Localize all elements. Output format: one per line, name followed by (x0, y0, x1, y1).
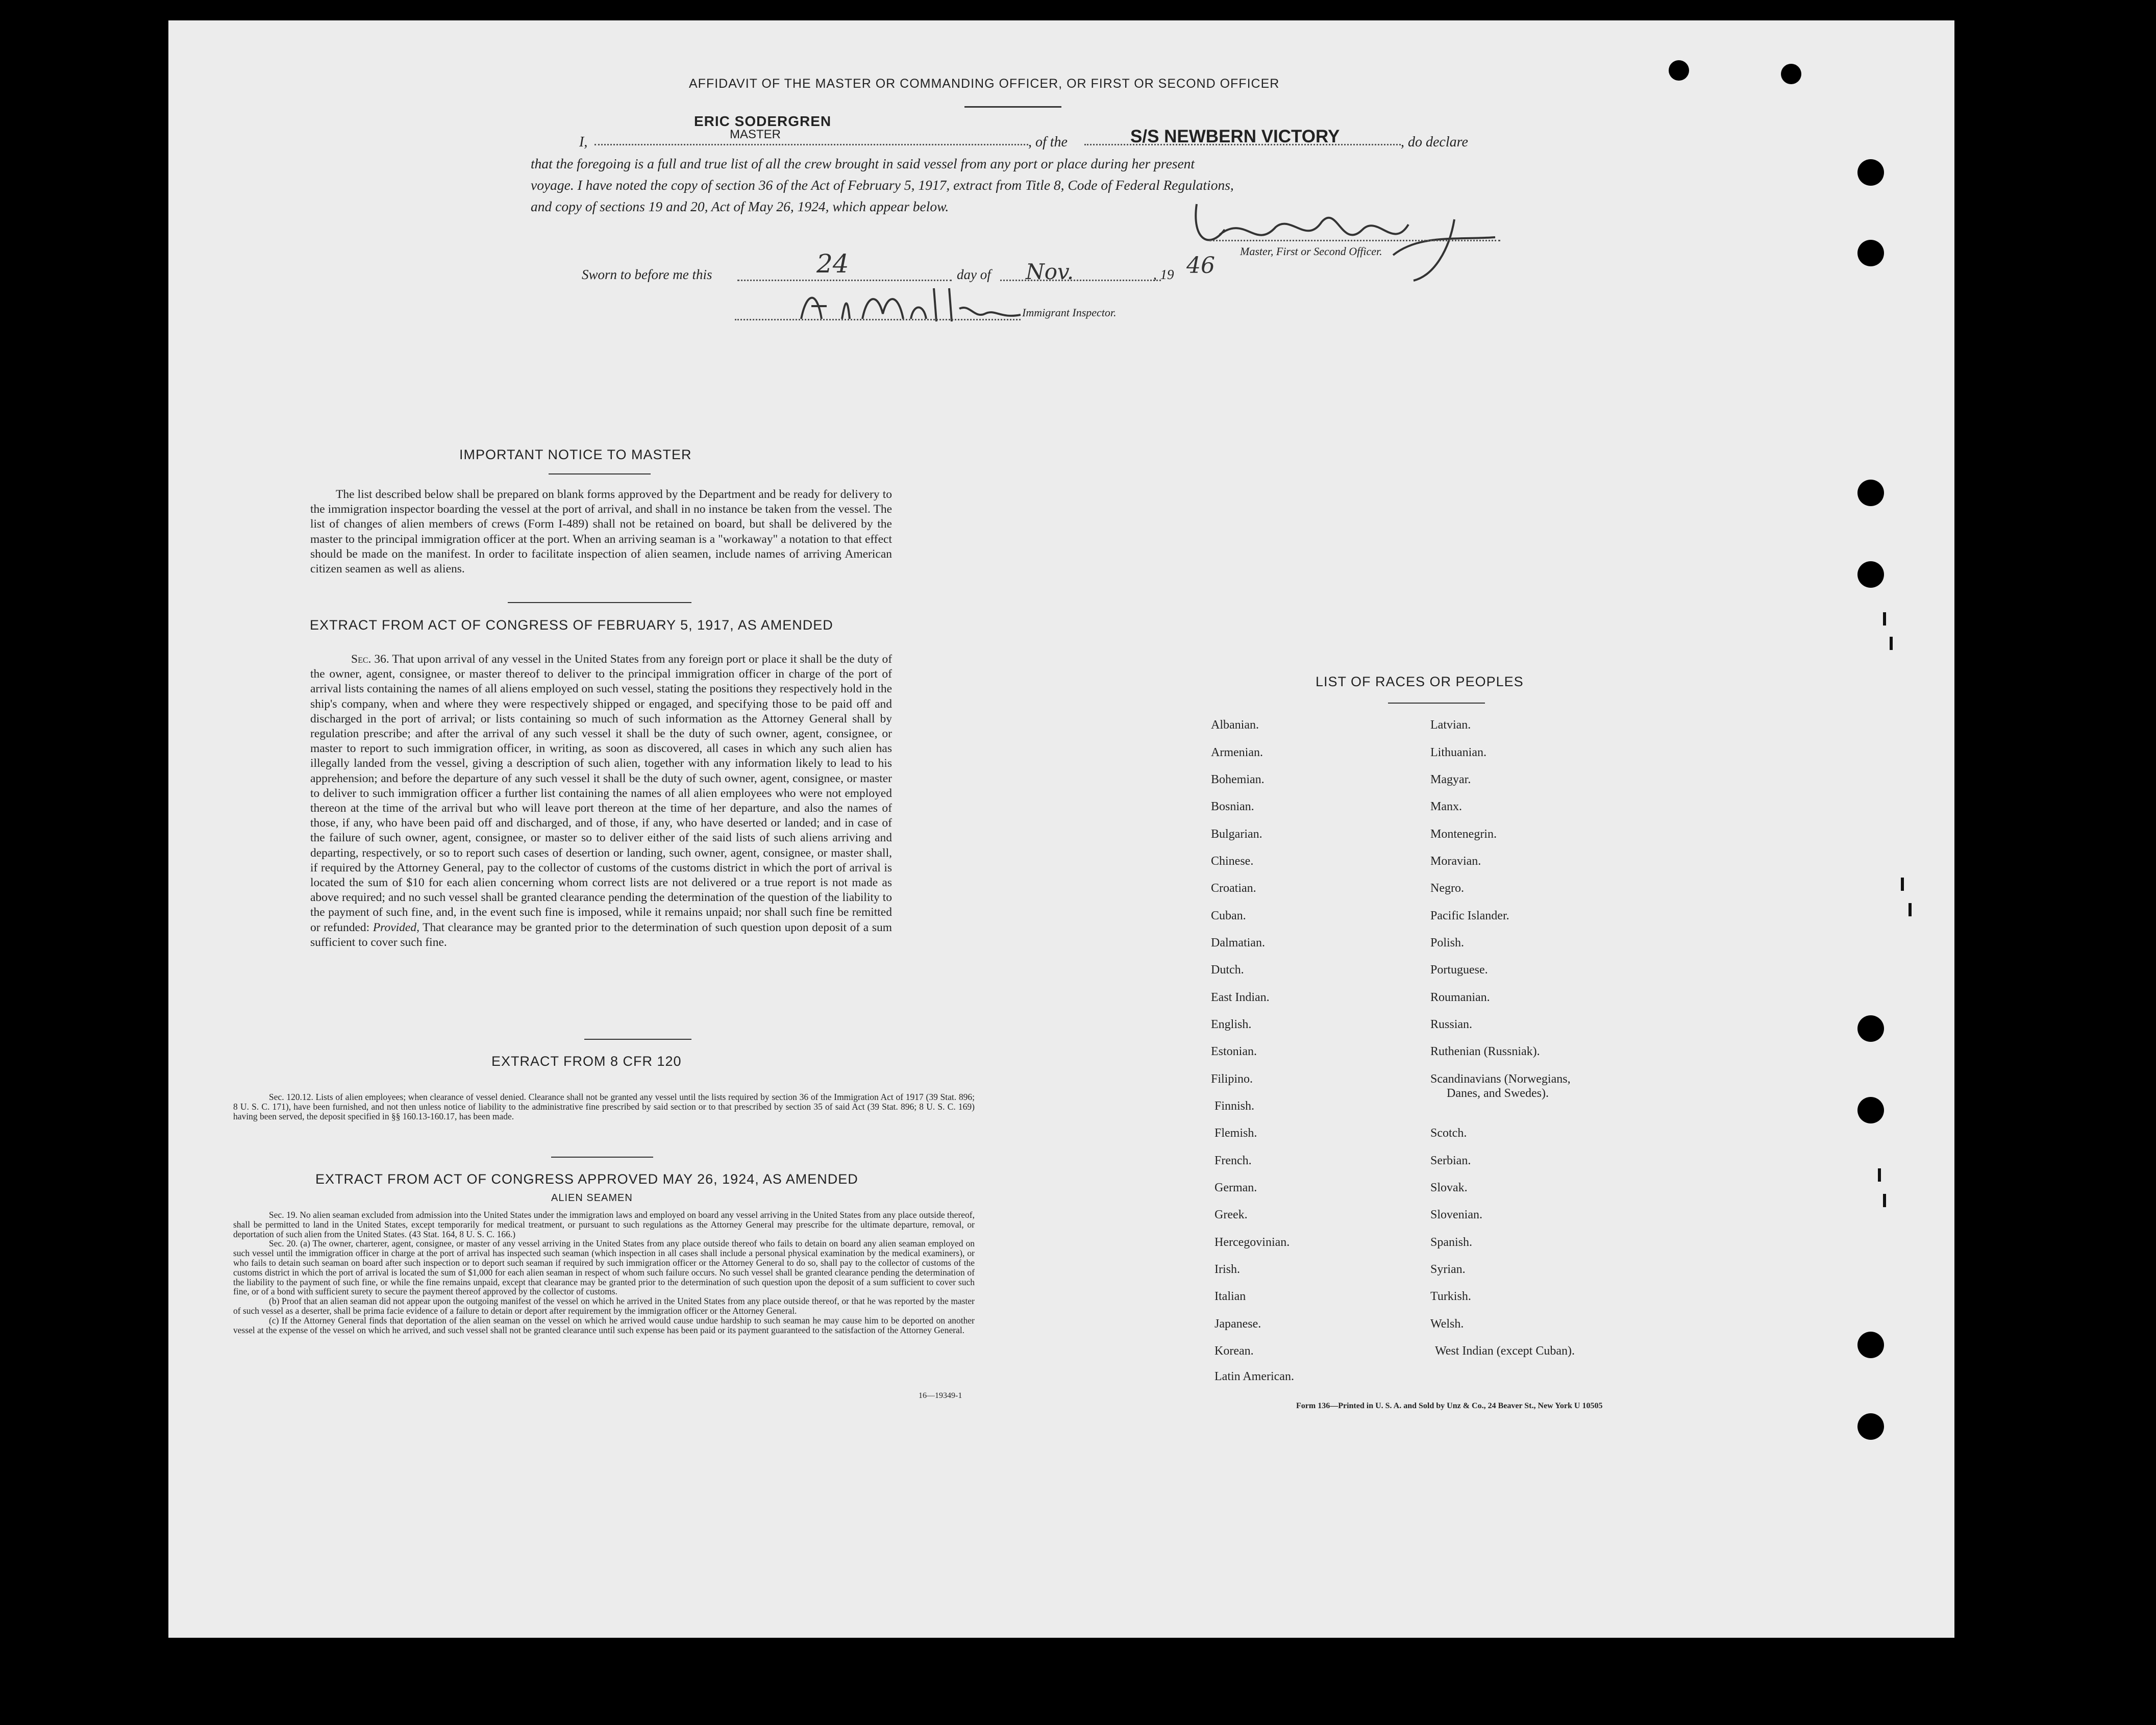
race-item: Korean. (1215, 1344, 1254, 1358)
proviso-word: Provided, (373, 920, 419, 934)
punch-hole (1857, 480, 1884, 506)
race-item: Negro. (1430, 882, 1464, 895)
race-item: Portuguese. (1430, 963, 1488, 977)
proviso-text: That clearance may be granted prior to the determination of such question upon deposit of a sum sufficient to cover such fine. (310, 920, 893, 949)
race-item: Dalmatian. (1211, 936, 1265, 949)
print-code: 16—19349-1 (919, 1391, 962, 1400)
extract-1924-text (233, 1210, 975, 1335)
race-item: Estonian. (1211, 1045, 1257, 1058)
race-item: Syrian. (1430, 1263, 1466, 1276)
race-item: Chinese. (1211, 855, 1254, 868)
master-rank-stamp: MASTER (730, 128, 781, 141)
race-item: Dutch. (1211, 963, 1244, 977)
race-item: Greek. (1215, 1208, 1248, 1221)
race-item: West Indian (except Cuban). (1435, 1344, 1575, 1358)
notice-text-body: The list described below shall be prepared on blank forms approved by the Department and be ready for delivery to the immigration inspector boarding the vessel at the port of arrival, and shall in no instance be taken from the vessel. The list of changes of alien members of crews (Form I-489) shall not be retained on board, but shall be delivered by the master to the principal immigration officer at the port. When an arriving seaman is a "workaway" a notation to that effect should be made on the manifest. In order to facilitate inspection of alien seamen, include names of arriving American citizen seamen as well as aliens. (310, 488, 892, 576)
sec-36-label: Sec. 36. (351, 653, 389, 666)
race-item: Montenegrin. (1430, 828, 1497, 841)
race-item: Ruthenian (Russniak). (1430, 1045, 1540, 1058)
race-item: Latvian. (1430, 718, 1471, 732)
race-item: French. (1215, 1154, 1252, 1167)
sec-20c-text: (c) If the Attorney General finds that deportation of the alien seaman on the vessel on which he arrived would cause undue hardship to such seaman he may cause him to be deported on another vessel at the expense of the vessel on which he arrived, and such vessel shall not be granted clearance until such expense has been paid or its payment guaranteed to the satisfaction of the Attorney General. (233, 1315, 975, 1335)
race-item: Slovak. (1430, 1181, 1468, 1194)
sworn-year: 46 (1186, 253, 1215, 279)
race-item: Moravian. (1430, 855, 1481, 868)
sec-36-body: That upon arrival of any vessel in the United States from any foreign port or place it shall be the duty of the owner, agent, consignee, or master thereof to deliver to the principal immigration officer in charge of the port of arrival lists containing the names of all aliens employed on such vessel, stating the positions they respectively hold in the ship's company, when and where they were respectively shipped or engaged, and specifying those to be paid off and discharged in the port of arrival; or lists containing so much of such information as the Attorney General shall by regulation prescribe; and after the arrival of any such vessel it shall be the duty of such owner, agent, consignee, or master to report to such immigration officer, in writing, as soon as discovered, all cases in which any such alien has illegally landed from the vessel, giving a description of such alien, together with any information likely to lead to his apprehension; and before the departure of any such vessel it shall be the duty of such owner, agent, consignee, or master to deliver to such immigration officer a further list containing the names of all alien employees who were not employed thereon at the time of the arrival but who will leave port thereon at the time of her departure, and also the names of those, if any, who have been paid off and discharged, and of those, if any, who have deserted or landed; and in case of the failure of such owner, agent, consignee, or master so to deliver either of the said lists of such aliens arriving and departing, respectively, or so to report such cases of desertion or landing, such owner, agent, consignee, or master shall, if required by the Attorney General, pay to the collector of customs of the customs district in which the port of arrival is located the sum of $10 for each alien concerning whom correct lists are not delivered or a true report is not made as above required; and no such vessel shall be granted clearance pending the determination of the question of the liability to the payment of such fine, and, in the event such fine is imposed, while it remains unpaid; nor shall such fine be remitted or refunded: (310, 653, 893, 934)
race-item: Danes, and Swedes). (1447, 1087, 1549, 1100)
sec-19-text: Sec. 19. No alien seaman excluded from admission into the United States under the immigration laws and employed on board any vessel arriving in the United States from any place outside thereof, shall be permitted to land in the United States, except temporarily for medical treatment, or pursuant to such regulations as the Attorney General may prescribe for the ultimate departure, removal, or deportation of such alien from the United States. (43 Stat. 164, 8 U. S. C. 166.) (233, 1210, 975, 1239)
punch-hole (1857, 1332, 1884, 1358)
affidavit-line-2: that the foregoing is a full and true list of all the crew brought in said vessel from any port or place during her present (531, 156, 1195, 171)
races-heading: LIST OF RACES OR PEOPLES (1316, 674, 1524, 689)
race-item: Russian. (1430, 1018, 1473, 1031)
race-item: Bulgarian. (1211, 828, 1262, 841)
sec-20a-text: Sec. 20. (a) The owner, charterer, agent, consignee, or master of any vessel arriving in the United States from any place outside thereof who fails to detain on board any alien seaman employed on such vessel until the immigration officer in charge at the port of arrival has inspected such seaman (which inspection in all cases shall include a personal physical examination by the medical examiners), or who fails to detain such seaman on board after such inspection or to deport such seaman if required by such immigration officer or the Attorney General to do so, shall pay to the collector of customs of the customs district in which the port of arrival is located the sum of $1,000 for each alien seaman in respect of whom such failure occurs. No such vessel shall be granted clearance pending the determination of the liability to the payment of such fine, or while the fine remains unpaid, except that clearance may be granted prior to the determination of such question upon the deposit of a sum sufficient to cover such fine, or of a bond with sufficient surety to secure the payment thereof approved by the collector of customs. (233, 1238, 975, 1297)
race-item: Magyar. (1430, 773, 1471, 786)
cfr-heading: EXTRACT FROM 8 CFR 120 (491, 1054, 682, 1069)
inspector-caption: Immigrant Inspector. (1022, 306, 1117, 319)
race-item: Filipino. (1211, 1072, 1253, 1086)
races-rule (1388, 703, 1485, 704)
inspector-line (735, 319, 1021, 320)
race-item: Serbian. (1430, 1154, 1471, 1167)
race-item: Turkish. (1430, 1290, 1471, 1303)
punch-hole (1781, 64, 1801, 84)
race-item: Finnish. (1215, 1099, 1255, 1113)
punch-hole (1669, 60, 1689, 81)
race-item: Pacific Islander. (1430, 909, 1509, 922)
race-item: Cuban. (1211, 909, 1246, 922)
signature-line (1209, 240, 1500, 241)
extract-1917-heading: EXTRACT FROM ACT OF CONGRESS OF FEBRUARY 5, 1917, AS AMENDED (310, 617, 833, 633)
race-item: Bosnian. (1211, 800, 1254, 813)
punch-hole (1857, 1097, 1884, 1123)
race-item: Irish. (1215, 1263, 1240, 1276)
page-mark (1878, 1168, 1881, 1182)
punch-hole (1857, 561, 1884, 588)
race-item: East Indian. (1211, 991, 1270, 1004)
year-prefix: , 19 (1153, 267, 1174, 282)
signature-caption: Master, First or Second Officer. (1240, 245, 1382, 258)
of-the-label: , of the (1028, 134, 1068, 150)
race-item: Scotch. (1430, 1127, 1467, 1140)
master-name-stamp: ERIC SODERGREN (694, 113, 832, 129)
day-blank (737, 280, 952, 281)
form-footer: Form 136—Printed in U. S. A. and Sold by Unz & Co., 24 Beaver St., New York U 10505 (1296, 1402, 1603, 1410)
sworn-month: Nov. (1026, 259, 1074, 284)
alien-seamen-subheading: ALIEN SEAMEN (551, 1192, 633, 1204)
race-item: Bohemian. (1211, 773, 1265, 786)
extract-1917-end-rule (584, 1039, 691, 1040)
inspector-signature (796, 283, 1031, 324)
sec-20b-text: (b) Proof that an alien seaman did not appear upon the outgoing manifest of the vessel on which he arrived in the United States from any place outside thereof, or that he was reported by the master of such vessel as a deserter, shall be prima facie evidence of a failure to detain or deport after requirement by the immigration officer or the Attorney General. (233, 1296, 975, 1316)
race-item: Flemish. (1215, 1127, 1257, 1140)
page-mark (1883, 612, 1886, 626)
race-item: Manx. (1430, 800, 1462, 813)
day-of-label: day of (957, 267, 991, 282)
page-mark (1890, 637, 1893, 650)
race-item: Roumanian. (1430, 991, 1490, 1004)
race-item: Scandinavians (Norwegians, (1430, 1072, 1571, 1086)
sworn-label: Sworn to before me this (582, 267, 712, 282)
punch-hole (1857, 240, 1884, 266)
notice-text (310, 487, 892, 577)
race-item: Slovenian. (1430, 1208, 1482, 1221)
punch-hole (1857, 1413, 1884, 1440)
cfr-end-rule (551, 1157, 653, 1158)
name-blank (594, 144, 1028, 145)
notice-rule (549, 473, 651, 474)
title-rule (964, 106, 1061, 108)
race-item: English. (1211, 1018, 1252, 1031)
page-mark (1883, 1194, 1886, 1207)
page-mark (1909, 903, 1912, 916)
declare-label: , do declare (1401, 134, 1468, 150)
race-item: Italian (1215, 1290, 1246, 1303)
race-item: Lithuanian. (1430, 746, 1486, 759)
notice-end-rule (508, 602, 691, 603)
extract-1924-heading: EXTRACT FROM ACT OF CONGRESS APPROVED MAY 26, 1924, AS AMENDED (315, 1171, 858, 1187)
month-blank (1000, 280, 1161, 281)
notice-heading: IMPORTANT NOTICE TO MASTER (459, 447, 692, 462)
affidavit-line-3: voyage. I have noted the copy of section 36 of the Act of February 5, 1917, extract from Title 8, Code of Federal Regulations, (531, 177, 1234, 193)
race-item: Albanian. (1211, 718, 1259, 732)
affidavit-line-4: and copy of sections 19 and 20, Act of May 26, 1924, which appear below. (531, 198, 949, 214)
vessel-name-stamp: S/S NEWBERN VICTORY (1130, 127, 1340, 146)
race-item: Japanese. (1215, 1317, 1261, 1331)
race-item: Latin American. (1215, 1370, 1294, 1383)
race-item: German. (1215, 1181, 1257, 1194)
race-item: Armenian. (1211, 746, 1263, 759)
master-signature (1189, 173, 1505, 286)
race-item: Polish. (1430, 936, 1465, 949)
race-item: Croatian. (1211, 882, 1256, 895)
cfr-text (233, 1092, 975, 1121)
punch-hole (1857, 159, 1884, 186)
race-item: Welsh. (1430, 1317, 1464, 1331)
affidavit-i-label: I, (579, 134, 588, 150)
cfr-text-body: Sec. 120.12. Lists of alien employees; when clearance of vessel denied. Clearance shall not be granted any vessel until the lists required by section 36 of the Immigration Act of 1917 (39 Stat. 896; 8 U. S. C. 171), have been furnished, and not then unless notice of liability to the administrative fine prescribed by said section or to that prescribed by section 35 of said Act (39 Stat. 896; 8 U. S. C. 169) having been served, the deposit specified in §§ 160.13-160.17, has been made. (233, 1092, 975, 1121)
race-item: Hercegovinian. (1215, 1236, 1290, 1249)
affidavit-title: AFFIDAVIT OF THE MASTER OR COMMANDING OFFICER, OR FIRST OR SECOND OFFICER (689, 77, 1280, 91)
sworn-day: 24 (816, 249, 849, 279)
punch-hole (1857, 1015, 1884, 1042)
extract-1917-text (310, 652, 892, 950)
race-item: Spanish. (1430, 1236, 1473, 1249)
page-mark (1901, 878, 1904, 891)
